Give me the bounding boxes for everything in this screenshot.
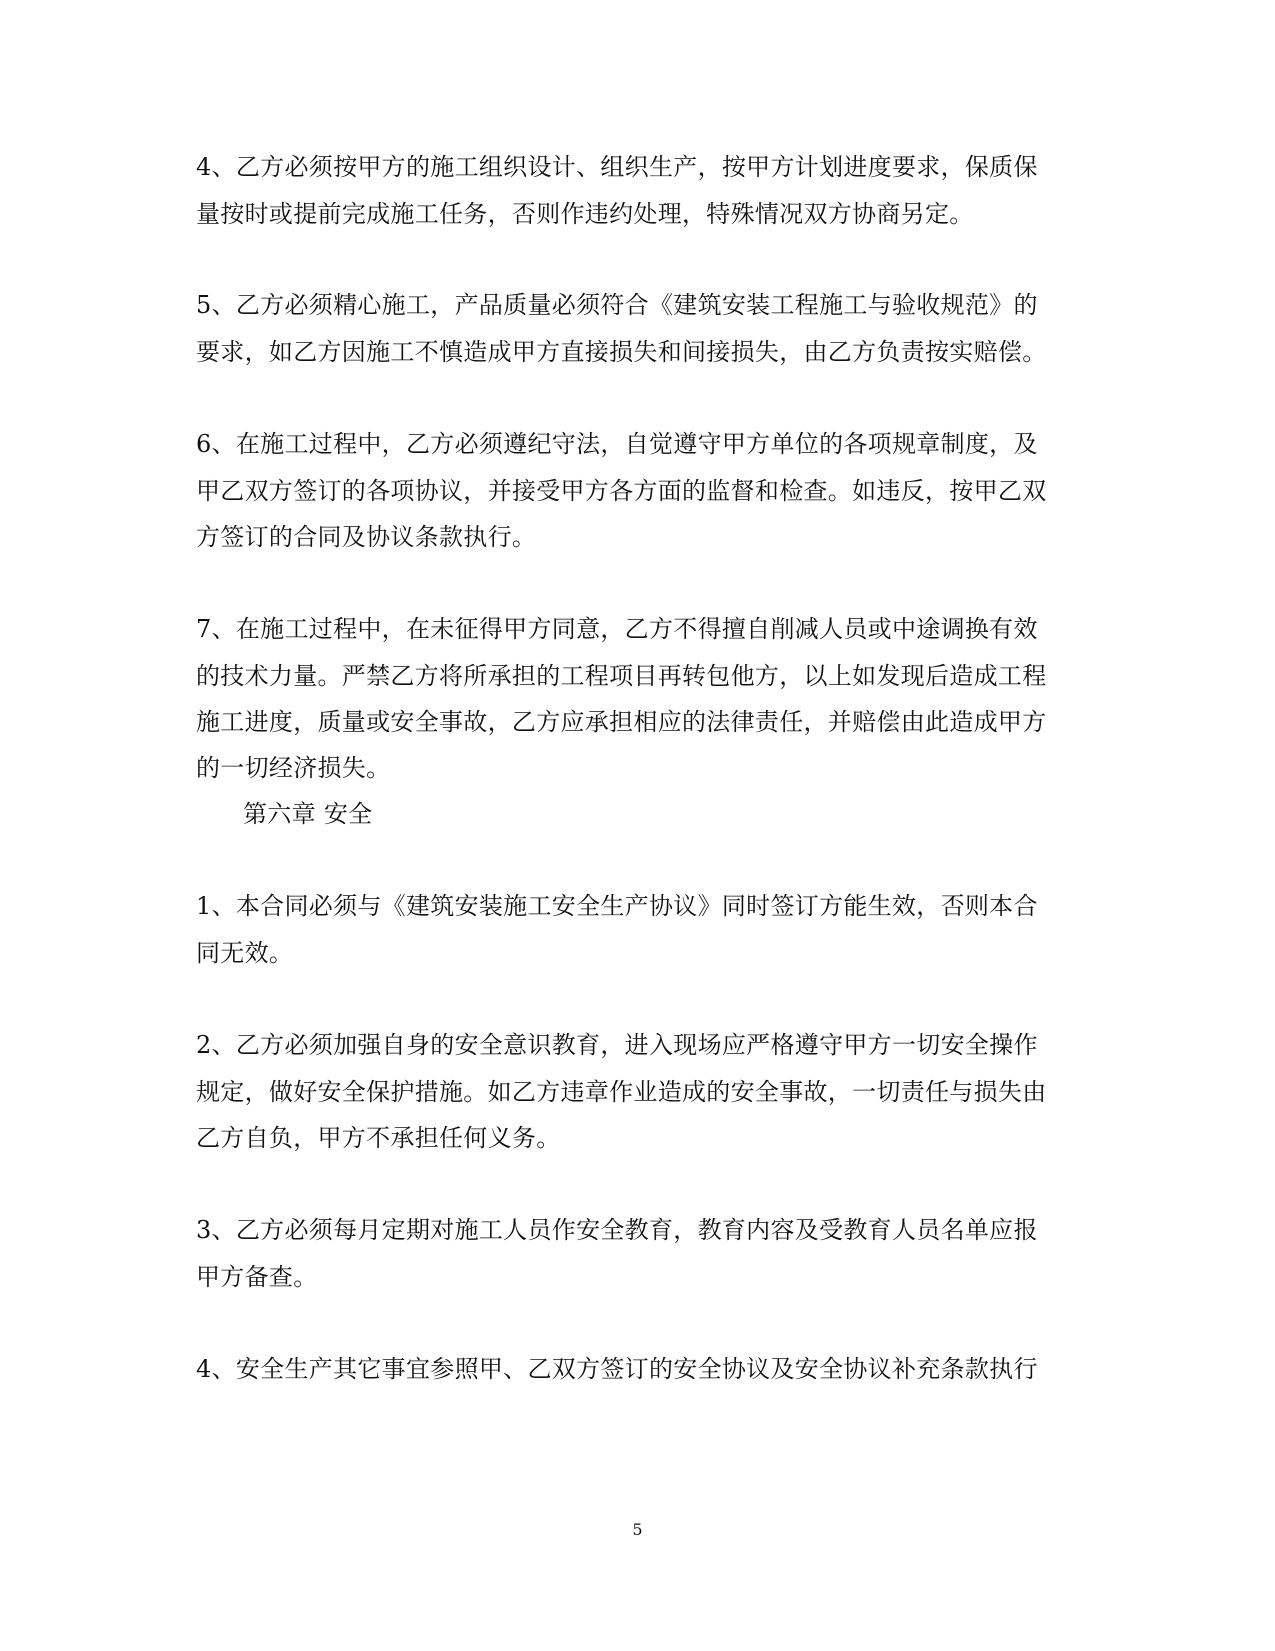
safety-clause-3-line-2: 甲方备查。 [196, 1263, 318, 1291]
clause-4-line-1: 4、乙方必须按甲方的施工组织设计、组织生产，按甲方计划进度要求，保质保 [196, 153, 1038, 181]
clause-7-line-1: 7、在施工过程中，在未征得甲方同意，乙方不得擅自削减人员或中途调换有效 [196, 615, 1038, 643]
clause-6-line-3: 方签订的合同及协议条款执行。 [196, 523, 537, 551]
clause-6-line-2: 甲乙双方签订的各项协议，并接受甲方各方面的监督和检查。如违反，按甲乙双 [196, 477, 1047, 505]
clause-7-line-3: 施工进度，质量或安全事故，乙方应承担相应的法律责任，并赔偿由此造成甲方 [196, 708, 1047, 736]
page-number: 5 [632, 1520, 643, 1539]
safety-clause-1-line-2: 同无效。 [196, 939, 294, 967]
clause-7-line-2: 的技术力量。严禁乙方将所承担的工程项目再转包他方，以上如发现后造成工程 [196, 662, 1047, 690]
chapter-heading: 第六章 安全 [243, 800, 373, 828]
safety-clause-3-line-1: 3、乙方必须每月定期对施工人员作安全教育，教育内容及受教育人员名单应报 [196, 1216, 1038, 1244]
clause-7-line-4: 的一切经济损失。 [196, 754, 391, 782]
safety-clause-2-line-1: 2、乙方必须加强自身的安全意识教育，进入现场应严格遵守甲方一切安全操作 [196, 1031, 1038, 1059]
safety-clause-4-line-1: 4、安全生产其它事宜参照甲、乙双方签订的安全协议及安全协议补充条款执行 [196, 1355, 1038, 1383]
clause-6-line-1: 6、在施工过程中，乙方必须遵纪守法，自觉遵守甲方单位的各项规章制度，及 [196, 430, 1038, 458]
safety-clause-2-line-3: 乙方自负，甲方不承担任何义务。 [196, 1124, 561, 1152]
clause-5-line-2: 要求，如乙方因施工不慎造成甲方直接损失和间接损失，由乙方负责按实赔偿。 [196, 338, 1047, 366]
clause-4-line-2: 量按时或提前完成施工任务，否则作违约处理，特殊情况双方协商另定。 [196, 200, 974, 228]
safety-clause-2-line-2: 规定，做好安全保护措施。如乙方违章作业造成的安全事故，一切责任与损失由 [196, 1078, 1047, 1106]
clause-5-line-1: 5、乙方必须精心施工，产品质量必须符合《建筑安装工程施工与验收规范》的 [196, 291, 1038, 319]
safety-clause-1-line-1: 1、本合同必须与《建筑安装施工安全生产协议》同时签订方能生效，否则本合 [196, 892, 1038, 920]
